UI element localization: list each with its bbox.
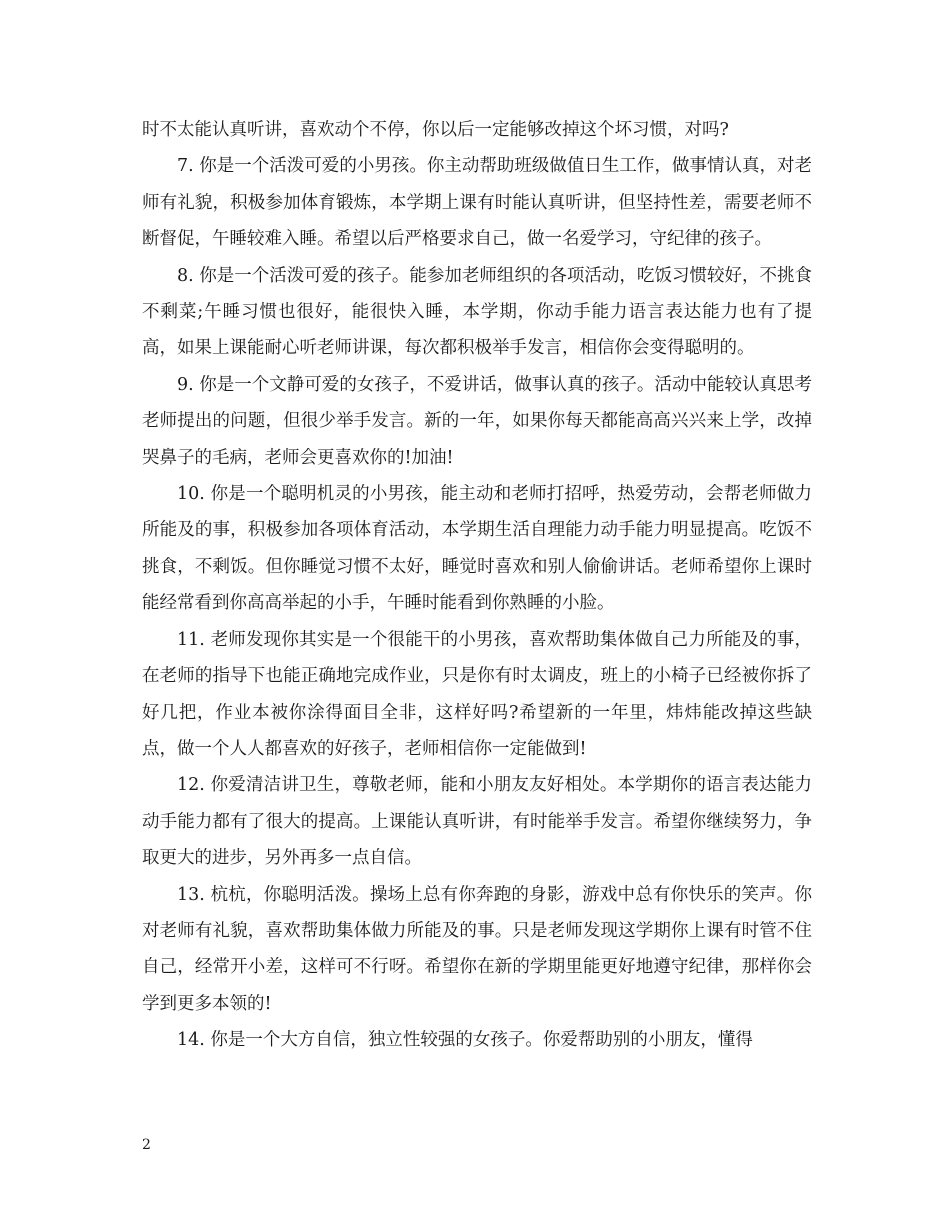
paragraph-continuation: 时不太能认真听讲，喜欢动个不停，你以后一定能够改掉这个坏习惯，对吗? (142, 120, 729, 140)
paragraph-item-9: 9. 你是一个文静可爱的女孩子，不爱讲话，做事认真的孩子。活动中能较认真思考老师提出的问题，但很少举手发言。新的一年，如果你每天都能高高兴兴来上学，改掉哭鼻子的毛病，老师会更喜欢你的!加油! (142, 374, 812, 468)
paragraph-item-14: 14. 你是一个大方自信，独立性较强的女孩子。你爱帮助别的小朋友，懂得 (177, 1030, 753, 1051)
document-body (142, 112, 812, 1059)
paragraph-item-8: 8. 你是一个活泼可爱的孩子。能参加老师组织的各项活动，吃饭习惯较好，不挑食不剩菜;午睡习惯也很好，能很快入睡，本学期，你动手能力语言表达能力也有了提高，如果上课能耐心听老师讲课，每次都积极举手发言，相信你会变得聪明的。 (142, 265, 812, 359)
page-number: 2 (142, 1137, 151, 1153)
paragraph-item-11: 11. 老师发现你其实是一个很能干的小男孩，喜欢帮助集体做自己力所能及的事，在老师的指导下也能正确地完成作业，只是你有时太调皮，班上的小椅子已经被你拆了好几把，作业本被你涂得面目全非，这样好吗?希望新的一年里，炜炜能改掉这些缺点，做一个人人都喜欢的好孩子，老师相信你一定能做到! (142, 629, 812, 759)
paragraph-item-7: 7. 你是一个活泼可爱的小男孩。你主动帮助班级做值日生工作，做事情认真，对老师有礼貌，积极参加体育锻炼，本学期上课有时能认真听讲，但坚持性差，需要老师不断督促，午睡较难入睡。希望以后严格要求自己，做一名爱学习，守纪律的孩子。 (142, 156, 812, 250)
paragraph-item-10: 10. 你是一个聪明机灵的小男孩，能主动和老师打招呼，热爱劳动，会帮老师做力所能及的事，积极参加各项体育活动，本学期生活自理能力动手能力明显提高。吃饭不挑食，不剩饭。但你睡觉习惯不太好，睡觉时喜欢和别人偷偷讲话。老师希望你上课时能经常看到你高高举起的小手，午睡时能看到你熟睡的小脸。 (142, 484, 812, 614)
paragraph-item-12: 12. 你爱清洁讲卫生，尊敬老师，能和小朋友友好相处。本学期你的语言表达能力动手能力都有了很大的提高。上课能认真听讲，有时能举手发言。希望你继续努力，争取更大的进步，另外再多一点自信。 (142, 775, 812, 869)
paragraph-item-13: 13. 杭杭，你聪明活泼。操场上总有你奔跑的身影，游戏中总有你快乐的笑声。你对老师有礼貌，喜欢帮助集体做力所能及的事。只是老师发现这学期你上课有时管不住自己，经常开小差，这样可不行呀。希望你在新的学期里能更好地遵守纪律，那样你会学到更多本领的! (142, 884, 812, 1014)
